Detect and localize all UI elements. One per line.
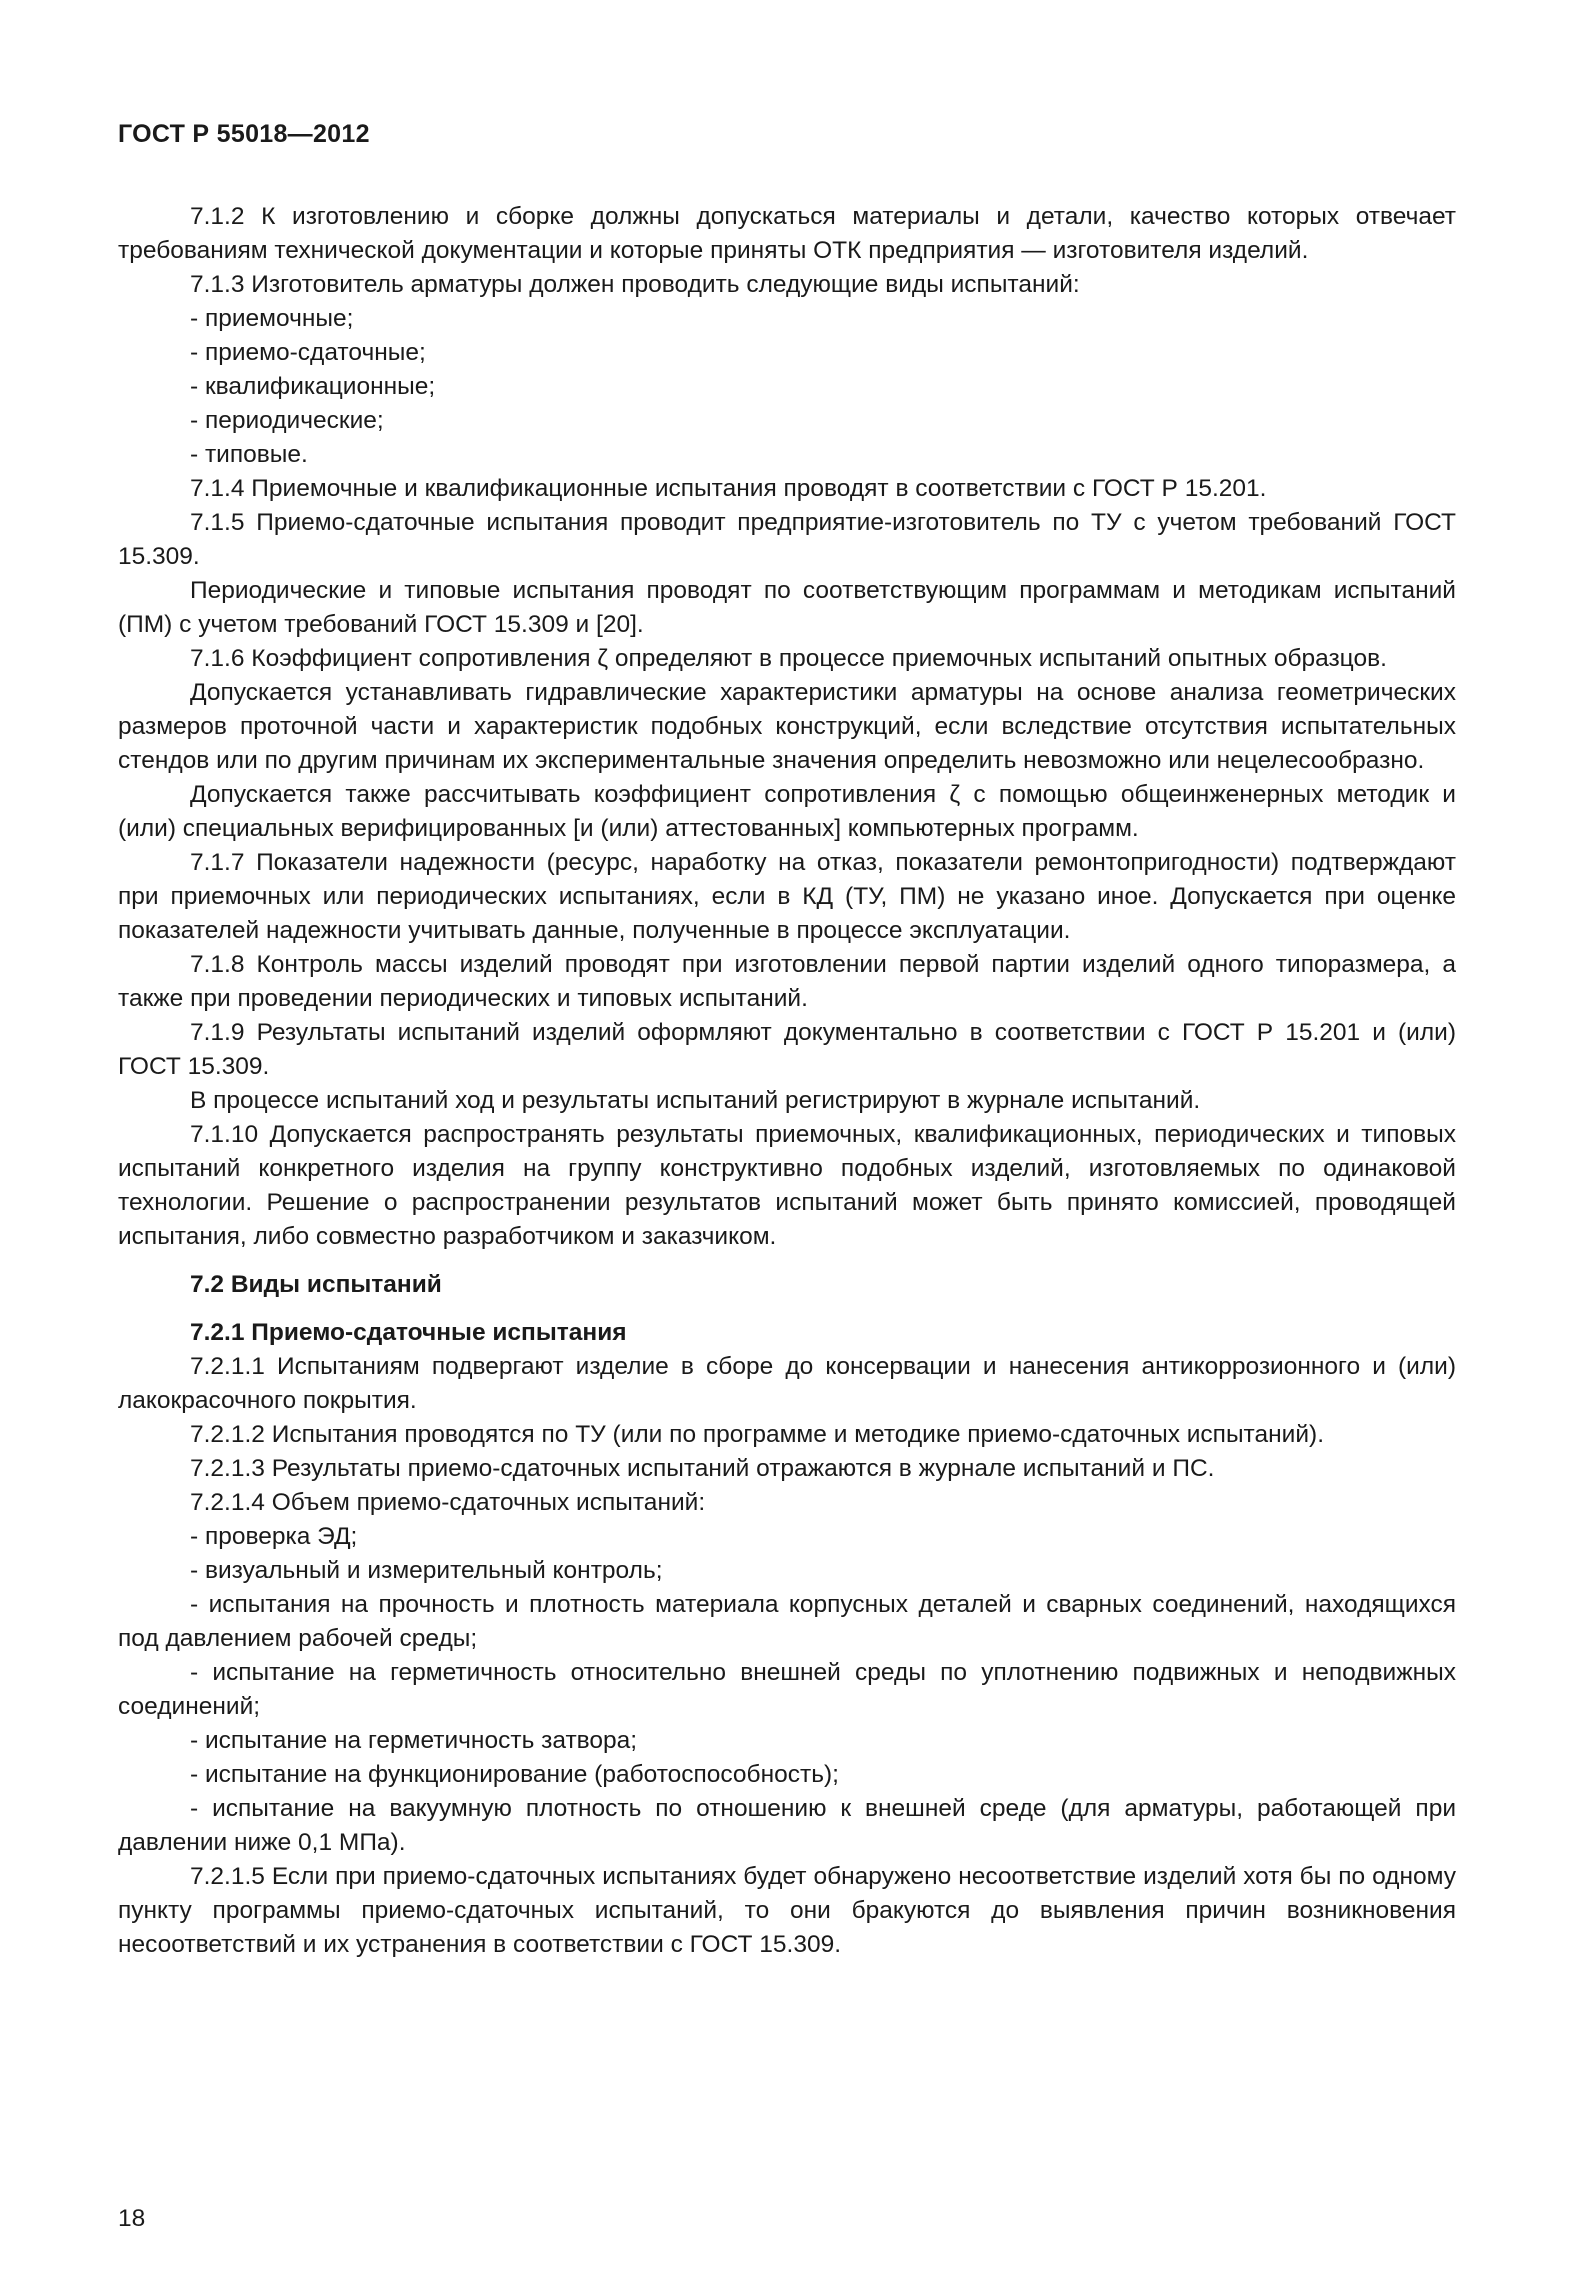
list-item-functioning-test: - испытание на функционирование (работоспособность); [190, 1761, 839, 1788]
list-item-visual-control: - визуальный и измерительный контроль; [190, 1557, 663, 1584]
subsection-heading-7-2-1: 7.2.1 Приемо-сдаточные испытания [190, 1319, 627, 1346]
list-item-vacuum-test: - испытание на вакуумную плотность по отношению к внешней среде (для арматуры, работающей при давлении ниже 0,1 МПа). [118, 1795, 1456, 1856]
list-item-external-tightness: - испытание на герметичность относительно внешней среды по уплотнению подвижных и неподвижных соединений; [118, 1659, 1456, 1720]
document-code-header: ГОСТ Р 55018—2012 [118, 120, 370, 148]
paragraph-7-1-3: 7.1.3 Изготовитель арматуры должен проводить следующие виды испытаний: [190, 271, 1080, 298]
paragraph-7-2-1-5: 7.2.1.5 Если при приемо-сдаточных испытаниях будет обнаружено несоответствие изделий хотя бы по одному пункту программы приемо-сдаточных испытаний, то они бракуются до выявления причин возникновения несоответствий и их устранения в соответствии с ГОСТ 15.309. [118, 1863, 1456, 1958]
paragraph-7-1-10: 7.1.10 Допускается распространять результаты приемочных, квалификационных, периодических и типовых испытаний конкретного изделия на группу конструктивно подобных изделий, изготовляемых по одинаковой технологии. Решение о распространении результатов испытаний может быть принято комиссией, проводящей испытания, либо совместно разработчиком и заказчиком. [118, 1121, 1456, 1250]
paragraph-resistance-calculation: Допускается также рассчитывать коэффициент сопротивления ζ с помощью общеинженерных методик и (или) специальных верифицированных [и (или) аттестованных] компьютерных программ. [118, 781, 1456, 842]
page-number: 18 [118, 2205, 146, 2232]
paragraph-7-1-5: 7.1.5 Приемо-сдаточные испытания проводит предприятие-изготовитель по ТУ с учетом требований ГОСТ 15.309. [118, 509, 1456, 570]
document-body [118, 200, 1456, 1962]
paragraph-7-2-1-4: 7.2.1.4 Объем приемо-сдаточных испытаний: [190, 1489, 706, 1516]
list-item-acceptance-delivery: - приемо-сдаточные; [190, 339, 426, 366]
paragraph-7-1-6: 7.1.6 Коэффициент сопротивления ζ определяют в процессе приемочных испытаний опытных образцов. [190, 645, 1387, 672]
paragraph-7-2-1-3: 7.2.1.3 Результаты приемо-сдаточных испытаний отражаются в журнале испытаний и ПС. [190, 1455, 1215, 1482]
list-item-periodic: - периодические; [190, 407, 384, 434]
list-item-ed-check: - проверка ЭД; [190, 1523, 358, 1550]
paragraph-7-1-8: 7.1.8 Контроль массы изделий проводят при изготовлении первой партии изделий одного типоразмера, а также при проведении периодических и типовых испытаний. [118, 951, 1456, 1012]
paragraph-7-1-9: 7.1.9 Результаты испытаний изделий оформляют документально в соответствии с ГОСТ Р 15.201 и (или) ГОСТ 15.309. [118, 1019, 1456, 1080]
paragraph-7-1-2: 7.1.2 К изготовлению и сборке должны допускаться материалы и детали, качество которых отвечает требованиям технической документации и которые приняты ОТК предприятия — изготовителя изделий. [118, 203, 1456, 264]
paragraph-7-1-4: 7.1.4 Приемочные и квалификационные испытания проводят в соответствии с ГОСТ Р 15.201. [190, 475, 1267, 502]
paragraph-periodic-type-tests: Периодические и типовые испытания проводят по соответствующим программам и методикам испытаний (ПМ) с учетом требований ГОСТ 15.309 и [20]. [118, 577, 1456, 638]
list-item-qualification: - квалификационные; [190, 373, 436, 400]
paragraph-hydraulic-characteristics: Допускается устанавливать гидравлические характеристики арматуры на основе анализа геометрических размеров проточной части и характеристик подобных конструкций, если вследствие отсутствия испытательных стендов или по другим причинам их экспериментальные значения определить невозможно или нецелесообразно. [118, 679, 1456, 774]
list-item-type: - типовые. [190, 441, 308, 468]
paragraph-test-journal: В процессе испытаний ход и результаты испытаний регистрируют в журнале испытаний. [190, 1087, 1201, 1114]
list-item-gate-tightness: - испытание на герметичность затвора; [190, 1727, 638, 1754]
paragraph-7-1-7: 7.1.7 Показатели надежности (ресурс, наработку на отказ, показатели ремонтопригодности) подтверждают при приемочных или периодических испытаниях, если в КД (ТУ, ПМ) не указано иное. Допускается при оценке показателей надежности учитывать данные, полученные в процессе эксплуатации. [118, 849, 1456, 944]
paragraph-7-2-1-1: 7.2.1.1 Испытаниям подвергают изделие в сборе до консервации и нанесения антикоррозионного и (или) лакокрасочного покрытия. [118, 1353, 1456, 1414]
list-item-acceptance: - приемочные; [190, 305, 354, 332]
paragraph-7-2-1-2: 7.2.1.2 Испытания проводятся по ТУ (или по программе и методике приемо-сдаточных испытаний). [190, 1421, 1324, 1448]
list-item-strength-test: - испытания на прочность и плотность материала корпусных деталей и сварных соединений, находящихся под давлением рабочей среды; [118, 1591, 1456, 1652]
section-heading-7-2: 7.2 Виды испытаний [190, 1271, 442, 1298]
